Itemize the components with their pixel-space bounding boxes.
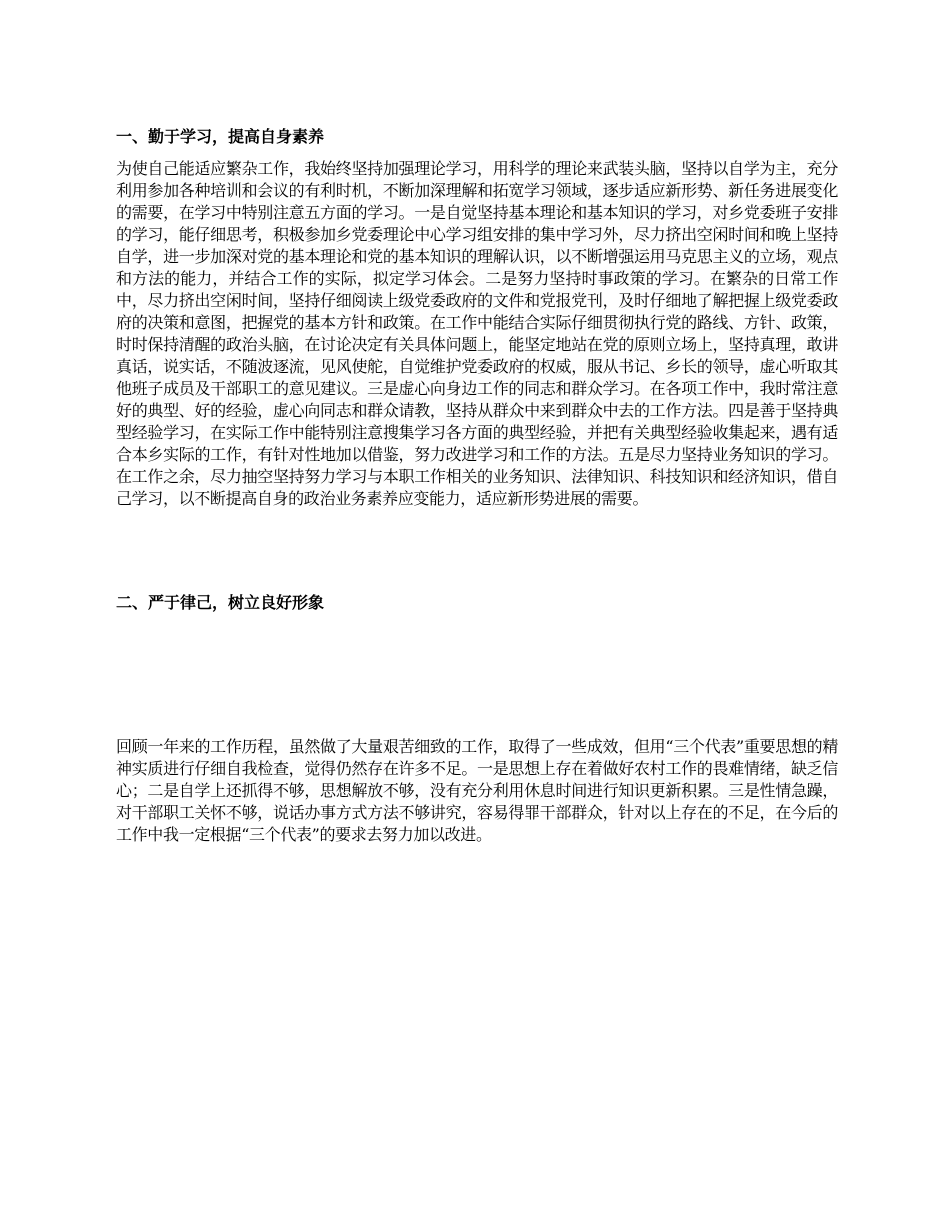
section-2-heading: 二、严于律己，树立良好形象 — [116, 593, 325, 612]
section-1-heading: 一、勤于学习，提高自身素养 — [116, 127, 325, 146]
section-1-paragraph: 为使自己能适应繁杂工作，我始终坚持加强理论学习，用科学的理论来武装头脑，坚持以自学为主，充分利用参加各种培训和会议的有利时机，不断加深理解和拓宽学习领域，逐步适应新形势、新任务进展变化的需要，在学习中特别注意五方面的学习。一是自觉坚持基本理论和基本知识的学习，对乡党委班子安排的学习，能仔细思考，积极参加乡党委理论中心学习组安排的集中学习外，尽力挤出空闲时间和晚上坚持自学，进一步加深对党的基本理论和党的基本知识的理解认识，以不断增强运用马克思主义的立场，观点和方法的能力，并结合工作的实际，拟定学习体会。二是努力坚持时事政策的学习。在繁杂的日常工作中，尽力挤出空闲时间，坚持仔细阅读上级党委政府的文件和党报党刊，及时仔细地了解把握上级党委政府的决策和意图，把握党的基本方针和政策。在工作中能结合实际仔细贯彻执行党的路线、方针、政策，时时保持清醒的政治头脑，在讨论决定有关具体问题上，能坚定地站在党的原则立场上，坚持真理，敢讲真话，说实话，不随波逐流，见风使舵，自觉维护党委政府的权威，服从书记、乡长的领导，虚心听取其他班子成员及干部职工的意见建议。三是虚心向身边工作的同志和群众学习。在各项工作中，我时常注意好的典型、好的经验，虚心向同志和群众请教，坚持从群众中来到群众中去的工作方法。四是善于坚持典型经验学习，在实际工作中能特别注意搜集学习各方面的典型经验，并把有关典型经验收集起来，遇有适合本乡实际的工作，有针对性地加以借鉴，努力改进学习和工作的方法。五是尽力坚持业务知识的学习。在工作之余，尽力抽空坚持努力学习与本职工作相关的业务知识、法律知识、科技知识和经济知识，借自己学习，以不断提高自身的政治业务素养应变能力，适应新形势进展的需要。 — [116, 159, 838, 508]
section-2-paragraph: 回顾一年来的工作历程，虽然做了大量艰苦细致的工作，取得了一些成效，但用“三个代表”重要思想的精神实质进行仔细自我检查，觉得仍然存在许多不足。一是思想上存在着做好农村工作的畏难情绪，缺乏信心；二是自学上还抓得不够，思想解放不够，没有充分利用休息时间进行知识更新积累。三是性情急躁，对干部职工关怀不够，说话办事方式方法不够讲究，容易得罪干部群众，针对以上存在的不足，在今后的工作中我一定根据“三个代表”的要求去努力加以改进。 — [116, 737, 838, 844]
